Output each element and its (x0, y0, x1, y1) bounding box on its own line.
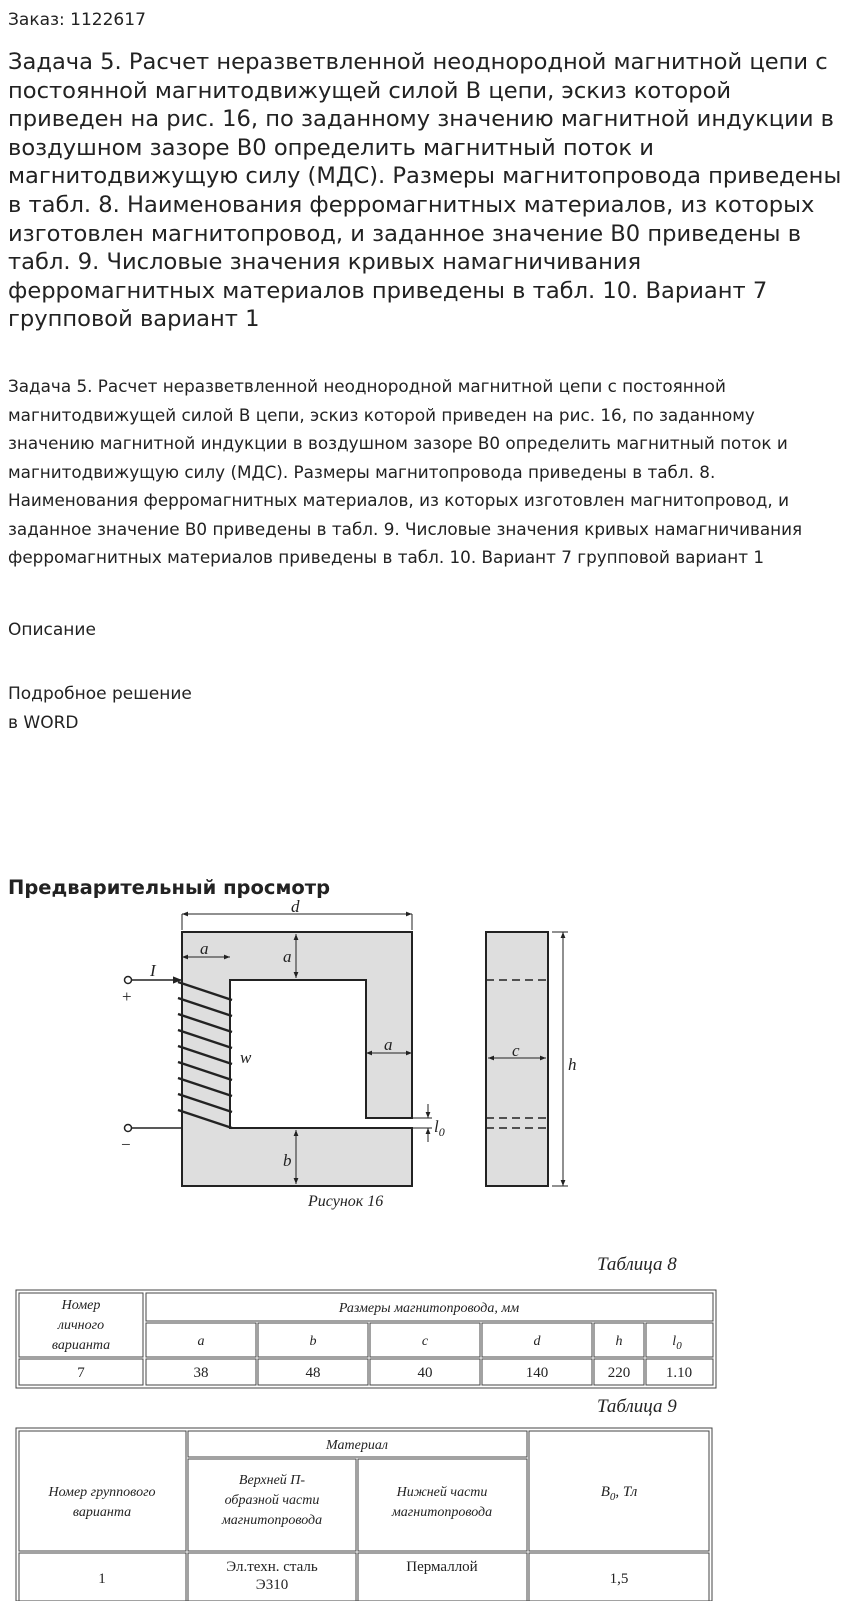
table8-cell-d: 140 (525, 1365, 549, 1381)
table8-col-c: c (421, 1334, 429, 1349)
order-number: Заказ: 1122617 (8, 10, 146, 30)
label-d: d (291, 897, 300, 916)
table9-header-lower-1: Нижней части (396, 1485, 488, 1500)
table8-header-variant-3: варианта (51, 1338, 111, 1353)
table9-header-variant-1: Номер группового (48, 1485, 156, 1500)
label-a-left: a (200, 939, 209, 958)
preview-image (0, 897, 847, 1601)
table8-cell-h: 220 (607, 1365, 631, 1381)
table9-cell-upper-1: Эл.техн. сталь (226, 1559, 318, 1575)
label-a-right: a (384, 1035, 393, 1054)
table8-header-group: Размеры магнитопровода, мм (338, 1301, 520, 1316)
table9-header-lower-2: магнитопровода (391, 1505, 493, 1520)
table9-header-upper-2: образной части (224, 1493, 320, 1508)
figure-caption: Рисунок 16 (308, 1193, 384, 1210)
label-a-top: a (283, 947, 292, 966)
table9-cell-upper-2: Э310 (255, 1577, 289, 1593)
table8-cell-l0: 1.10 (665, 1365, 693, 1381)
table8-cell-b: 48 (305, 1365, 321, 1381)
table8-col-b: b (309, 1334, 317, 1349)
task-title: Задача 5. Расчет неразветвленной неоднородной магнитной цепи с постоянной магнитодвижущей силой В цепи, эскиз которой приведен на рис. 16, по заданному значению магнитной индукции в воздушном зазоре B0 определить магнитный поток и магнитодвижущую силу (МДС). Размеры магнитопровода приведены в табл. 8. Наименования ферромагнитных материалов, из которых изготовлен магнитопровод, и заданное значение B0 приведены в табл. 9. Числовые значения кривых намагничивания ферромагнитных материалов приведены в табл. 10. Вариант 7 групповой вариант 1 (8, 49, 842, 333)
label-minus: − (121, 1135, 131, 1154)
table9-cell-variant: 1 (98, 1571, 106, 1587)
table9-header-upper-1: Верхней П- (238, 1473, 306, 1488)
description-value: Подробное решение в WORD (8, 684, 192, 733)
table8-cell-a: 38 (193, 1365, 209, 1381)
description-label: Описание (8, 620, 96, 640)
table9-header-material: Материал (326, 1438, 388, 1453)
table9-header-upper-3: магнитопровода (221, 1513, 323, 1528)
label-plus: + (122, 987, 132, 1006)
terminal-plus (125, 977, 132, 984)
table8-header-variant-1: Номер (61, 1298, 101, 1313)
preview-title: Предварительный просмотр (8, 876, 331, 899)
table9-caption: Таблица 9 (597, 1396, 677, 1417)
table8-header-variant-2: личного (57, 1318, 105, 1333)
table8-cell-c: 40 (417, 1365, 433, 1381)
label-h: h (568, 1055, 577, 1074)
label-b: b (283, 1151, 292, 1170)
table8-col-l0: $l_0$ (672, 1334, 682, 1352)
table9-cell-lower: Пермаллой (406, 1559, 478, 1575)
table9-header-b0: $B_0$, Тл (600, 1484, 638, 1503)
label-l0: $l_0$ (434, 1117, 445, 1139)
label-I: I (150, 961, 156, 980)
table9-header-variant-2: варианта (72, 1505, 132, 1520)
table9-cell-b0: 1,5 (609, 1571, 629, 1587)
terminal-minus (125, 1125, 132, 1132)
figure-16 (125, 914, 569, 1186)
table8-col-a: a (197, 1334, 205, 1349)
table8-caption: Таблица 8 (597, 1254, 677, 1275)
table8-cell-variant: 7 (77, 1365, 85, 1381)
task-body: Задача 5. Расчет неразветвленной неоднородной магнитной цепи с постоянной магнитодвижущей силой В цепи, эскиз которой приведен на рис. 16, по заданному значению магнитной индукции в воздушном зазоре B0 определить магнитный поток и магнитодвижущую силу (МДС). Размеры магнитопровода приведены в табл. 8. Наименования ферромагнитных материалов, из которых изготовлен магнитопровод, и заданное значение B0 приведены в табл. 9. Числовые значения кривых намагничивания ферромагнитных материалов приведены в табл. 10. Вариант 7 групповой вариант 1 (8, 376, 803, 567)
label-w: w (240, 1048, 252, 1067)
table8-col-d: d (533, 1334, 541, 1349)
label-c: c (512, 1041, 520, 1060)
table8-col-h: h (615, 1334, 623, 1349)
